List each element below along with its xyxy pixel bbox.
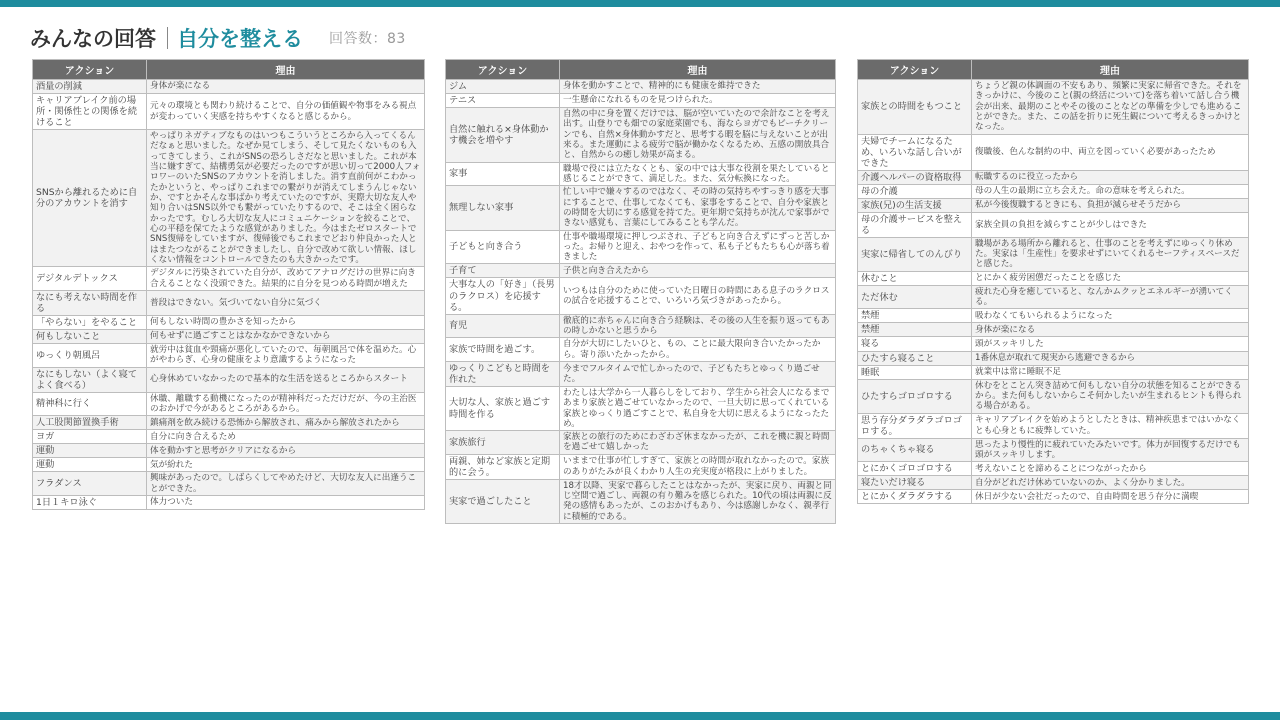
reason-cell: 身体が楽になる [147, 80, 425, 94]
table-row [858, 490, 1249, 504]
table-row [446, 94, 836, 108]
table-row [858, 337, 1249, 351]
reason-cell: 興味があったので。しばらくしてやめたけど、大切な友人に出逢うことができた。 [147, 472, 425, 496]
table-row [446, 80, 836, 94]
page-header [30, 22, 406, 54]
reason-cell: 徹底的に赤ちゃんに向き合う経験は、その後の人生を振り返ってもあの時しかないと思うから [560, 314, 836, 338]
action-cell: 子どもと向き合う [446, 230, 560, 264]
action-cell: ゆっくりこどもと時間を作れた [446, 361, 560, 386]
action-cell: 何もしないこと [33, 329, 147, 343]
table-row [446, 314, 836, 338]
action-cell: 実家に帰省してのんびり [858, 237, 972, 271]
table-row [446, 264, 836, 278]
action-cell: 両親、姉など家族と定期的に会う。 [446, 454, 560, 479]
table-row [858, 134, 1249, 170]
action-cell: 母の介護 [858, 184, 972, 198]
action-cell: 運動 [33, 458, 147, 472]
table-row [446, 230, 836, 264]
action-cell: 寝たいだけ寝る [858, 476, 972, 490]
table-row [33, 290, 425, 315]
action-cell: 子育て [446, 264, 560, 278]
reason-cell: いつもは自分のために使っていた日曜日の時間にある息子のラクロスの試合を応援することで、いろいろ気づきがあったから。 [560, 278, 836, 314]
reason-cell: 鎮痛剤を飲み続ける恐怖から解放され、痛みから解放されたから [147, 416, 425, 430]
action-cell: 禁煙 [858, 309, 972, 323]
action-cell: 思う存分ダラダラゴロゴロする。 [858, 413, 972, 438]
table-row [33, 343, 425, 367]
reason-cell: 気が紛れた [147, 458, 425, 472]
action-cell: テニス [446, 94, 560, 108]
action-cell: デジタルデトックス [33, 267, 147, 291]
answers-table-2 [445, 59, 836, 524]
column-header-action: アクション [33, 60, 147, 80]
action-cell: 家事 [446, 162, 560, 186]
table-row [33, 80, 425, 94]
action-cell: なにも考えない時間を作る [33, 290, 147, 315]
table-row [858, 237, 1249, 271]
table-row [446, 338, 836, 362]
table-row [858, 170, 1249, 184]
title-divider [167, 27, 168, 49]
action-cell: キャリアブレイク前の場所・関係性との関係を続けること [33, 94, 147, 130]
table-row [33, 267, 425, 291]
action-cell: 1日１キロ泳ぐ [33, 496, 147, 510]
reason-cell: とにかく疲労困憊だったことを感じた [972, 271, 1249, 285]
reason-cell: 普段はできない。気づいてない自分に気づく [147, 290, 425, 315]
reason-cell: 頭がスッキリした [972, 337, 1249, 351]
table-row [858, 323, 1249, 337]
table-row [446, 278, 836, 314]
action-cell: 家族で時間を過ごす。 [446, 338, 560, 362]
reason-cell: 休日が少ない会社だったので、自由時間を思う存分に満喫 [972, 490, 1249, 504]
reason-cell: 何もせずに過ごすことはなかなかできないから [147, 329, 425, 343]
action-cell: 精神科に行く [33, 392, 147, 416]
table-row [446, 479, 836, 523]
table-row [858, 351, 1249, 365]
column-header-action: アクション [446, 60, 560, 80]
action-cell: 大切な人、家族と過ごす時間を作る [446, 386, 560, 430]
table-row [33, 458, 425, 472]
table-row [33, 94, 425, 130]
action-cell: ジム [446, 80, 560, 94]
action-cell: SNSから離れるために自分のアカウントを消す [33, 130, 147, 267]
answer-count: 回答数：83 [329, 31, 406, 47]
reason-cell: 体を動かすと思考がクリアになるから [147, 444, 425, 458]
table-row [446, 386, 836, 430]
table-row [33, 392, 425, 416]
reason-cell: 忙しい中で嫌々するのではなく、その時の気持ちやすっきり感を大事にすることで、仕事してなくても、家事をすることで、自分や家族との時間を大切にする感覚を持てた。更年期で気持ちが沈んで家事ができない感覚も、言葉にしてみることも学んだ。 [560, 186, 836, 230]
reason-cell: やっぱりネガティブなものはいつもこういうところから入ってくるんだなぁと思いました。なぜか見てしまう、そして見たくないものも入ってきてしまう、これがSNSの恐ろしさだなと思いました。これが本当に嫌すぎて、結構勇気が必要だったのですが思い切って2000人フォロワーのいたSNSのアカウントを消しました。消す直前何がこわかったかというと、やっぱりこれまでの繋がりが消えてしまうんじゃないか、ですとかそんな事ばかり考えていたのですが、実際大切な友人や知り合いはSNS以外でも繋がっていたりするので、そこは全く困らなかったです。むしろ大切な友人にコミュニケーションを絞ることで、心の平穏を保てたような感覚がありました。今はまたゼロスタートでSNS復帰をしていますが、復帰後でもこれまでどおり仲良かった人とはまたつながることができましたし、自分で改めて欲しい情報、ほしくない情報をコントロールできたのも大きかったです。 [147, 130, 425, 267]
table-row [858, 198, 1249, 212]
reason-cell: 自分がどれだけ休めていないのか、よく分かりました。 [972, 476, 1249, 490]
table-row [446, 186, 836, 230]
table-row [858, 476, 1249, 490]
reason-cell: 今までフルタイムで忙しかったので、子どもたちとゆっくり過ごせた。 [560, 361, 836, 386]
action-cell: ヨガ [33, 430, 147, 444]
answers-table-3 [857, 59, 1249, 504]
column-header-reason: 理由 [972, 60, 1249, 80]
reason-cell: 1番休息が取れて現実から逃避できるから [972, 351, 1249, 365]
top-accent-bar [0, 0, 1280, 7]
reason-cell: 元々の環境とも関わり続けることで、自分の価値観や物事をみる視点が変わっていく実感を持ちやすくなると感じるから。 [147, 94, 425, 130]
reason-cell: 子供と向き合えたから [560, 264, 836, 278]
reason-cell: 職場で役には立たなくとも、家の中では大事な役割を果たしていると感じることができて、満足した。また、気分転換になった。 [560, 162, 836, 186]
table-row [446, 162, 836, 186]
table-row [446, 454, 836, 479]
table-row [33, 496, 425, 510]
reason-cell: 就業中は常に睡眠不足 [972, 365, 1249, 379]
reason-cell: 18才以降、実家で暮らしたことはなかったが、実家に戻り、両親と同じ空間で過ごし、両親の有り難みを感じられた。10代の頃は両親に反発の感情もあったが、このおかげもあり、今は感謝しかなく、親孝行に積極的である。 [560, 479, 836, 523]
reason-cell: 私が今後復職するときにも、負担が減らせそうだから [972, 198, 1249, 212]
table-row [446, 108, 836, 163]
table-row [33, 430, 425, 444]
page-subtitle: 自分を整える [177, 27, 303, 51]
reason-cell: 心身休めていなかったので基本的な生活を送るところからスタート [147, 367, 425, 392]
action-cell: 母の介護サービスを整える [858, 212, 972, 237]
table-row [858, 413, 1249, 438]
reason-cell: 吸わなくてもいられるようになった [972, 309, 1249, 323]
reason-cell: わたしは大学から一人暮らしをしており、学生から社会人になるまであまり家族と過ごせていなかったので、一旦大切に思ってくれている家族とゆっくり過ごすことで、私自身を大切に思えるようになったため。 [560, 386, 836, 430]
action-cell: 酒量の削減 [33, 80, 147, 94]
action-cell: 育児 [446, 314, 560, 338]
reason-cell: 休職、離職する動機になったのが精神科だっただけだが、今の主治医のおかげで今があるところがあるから。 [147, 392, 425, 416]
action-cell: のちゃくちゃ寝る [858, 438, 972, 462]
action-cell: 自然に触れる×身体動かす機会を増やす [446, 108, 560, 163]
table-row [858, 309, 1249, 323]
reason-cell: 家族全員の負担を減らすことが少しはできた [972, 212, 1249, 237]
action-cell: 家族との時間をもつこと [858, 80, 972, 135]
reason-cell: 母の人生の最期に立ち会えた。命の意味を考えられた。 [972, 184, 1249, 198]
action-cell: 禁煙 [858, 323, 972, 337]
action-cell: 睡眠 [858, 365, 972, 379]
bottom-accent-bar [0, 712, 1280, 720]
table-row [858, 438, 1249, 462]
action-cell: 無理しない家事 [446, 186, 560, 230]
column-header-reason: 理由 [560, 60, 836, 80]
table-row [446, 431, 836, 455]
action-cell: ひたすら寝ること [858, 351, 972, 365]
reason-cell: 一生懸命になれるものを見つけられた。 [560, 94, 836, 108]
reason-cell: 就労中は貧血や頸痛が悪化していたので、毎朝風呂で体を温めた。心がやわらぎ、心身の健康をより意識するようになった [147, 343, 425, 367]
action-cell: とにかくゴロゴロする [858, 462, 972, 476]
table-row [858, 285, 1249, 309]
table-row [33, 315, 425, 329]
reason-cell: 疲れた心身を癒していると、なんかムクッとエネルギーが湧いてくる。 [972, 285, 1249, 309]
table-row [446, 361, 836, 386]
reason-cell: デジタルに汚染されていた自分が、改めてアナログだけの世界に向き合えることなく没頭できた。結果的に自分を見つめる時間が増えた [147, 267, 425, 291]
action-cell: 実家で過ごしたこと [446, 479, 560, 523]
column-header-action: アクション [858, 60, 972, 80]
action-cell: 休むこと [858, 271, 972, 285]
table-row [858, 184, 1249, 198]
action-cell: ゆっくり朝風呂 [33, 343, 147, 367]
reason-cell: 家族との旅行のためにわざわざ休まなかったが、これを機に親と時間を過ごせて嬉しかった [560, 431, 836, 455]
reason-cell: 復職後、色んな制約の中、両立を図っていく必要があったため [972, 134, 1249, 170]
reason-cell: 何もしない時間の豊かさを知ったから [147, 315, 425, 329]
action-cell: 寝る [858, 337, 972, 351]
table-row [858, 365, 1249, 379]
table-row [33, 329, 425, 343]
reason-cell: キャリアブレイクを始めようとしたときは、精神疾患まではいかなくとも心身ともに疲弊していた。 [972, 413, 1249, 438]
reason-cell: 身体が楽になる [972, 323, 1249, 337]
reason-cell: 休むをとことん突き詰めて何もしない自分の状態を知ることができるから。また何もしないからこそ何かしたいが生まれるヒントも得られる場合がある。 [972, 379, 1249, 413]
reason-cell: 身体を動かすことで、精神的にも健康を維持できた [560, 80, 836, 94]
action-cell: 人工股関節置換手術 [33, 416, 147, 430]
action-cell: 運動 [33, 444, 147, 458]
action-cell: 夫婦でチームになるため、いろいな話し合いができた [858, 134, 972, 170]
reason-cell: 自然の中に身を置くだけでは、脳が空いていたので余計なことを考え出す。山登りでも畑での家庭菜園でも、海ならヨガでもビーチクリーンでも、自然×身体動かすだと、思考する暇を脳に与えないことが出来る。また運動による疲労で脳が働かなくなるため、五感の開放具合と、自然からの癒し効果が高まる。 [560, 108, 836, 163]
reason-cell: 体力ついた [147, 496, 425, 510]
reason-cell: 仕事や職場環境に押しつぶされ、子どもと向き合えずにずっと苦しかった。お帰りと迎え、おやつを作って、私も子どもたちも心が落ち着きました [560, 230, 836, 264]
table-row [858, 271, 1249, 285]
reason-cell: 自分に向き合えるため [147, 430, 425, 444]
page-title: みんなの回答 [30, 27, 156, 51]
action-cell: 「やらない」をやること [33, 315, 147, 329]
reason-cell: 自分が大切にしたいひと、もの、ことに最大限向き合いたかったから。寄り添いたかったから。 [560, 338, 836, 362]
table-row [858, 462, 1249, 476]
table-row [33, 444, 425, 458]
table-row [33, 416, 425, 430]
action-cell: ひたすらゴロゴロする [858, 379, 972, 413]
answers-table-1 [32, 59, 425, 510]
table-row [858, 379, 1249, 413]
reason-cell: 転職するのに役立ったから [972, 170, 1249, 184]
reason-cell: 職場がある場所から離れると、仕事のことを考えずにゆっくり休めた。実家は「生産性」を要求せずにいてくれるセーフティスペースだと感じた。 [972, 237, 1249, 271]
reason-cell: いままで仕事が忙しすぎて、家族との時間が取れなかったので。家族のありがたみが良くわかり人生の充実度が格段に上がりました。 [560, 454, 836, 479]
table-row [33, 367, 425, 392]
action-cell: 家族(兄)の生活支援 [858, 198, 972, 212]
column-header-reason: 理由 [147, 60, 425, 80]
action-cell: なにもしない（よく寝てよく食べる） [33, 367, 147, 392]
action-cell: フラダンス [33, 472, 147, 496]
action-cell: ただ休む [858, 285, 972, 309]
action-cell: 介護ヘルパーの資格取得 [858, 170, 972, 184]
reason-cell: ちょうど親の体調面の不安もあり、頻繁に実家に帰省できた。それをきっかけに、今後のこと(親の終活について)を落ち着いて話し合う機会が出来、最期のことやその後のことなどの準備を少しでも進めることができた。また、この話を折りに死生観について考えるきっかけとなった。 [972, 80, 1249, 135]
table-row [858, 80, 1249, 135]
action-cell: 大事な人の「好き」（長男のラクロス）を応援する。 [446, 278, 560, 314]
action-cell: とにかくダラダラする [858, 490, 972, 504]
reason-cell: 思ったより慢性的に疲れていたみたいです。体力が回復するだけでも頭がスッキリします。 [972, 438, 1249, 462]
table-row [33, 472, 425, 496]
table-row [858, 212, 1249, 237]
action-cell: 家族旅行 [446, 431, 560, 455]
table-row [33, 130, 425, 267]
reason-cell: 考えないことを諦めることにつながったから [972, 462, 1249, 476]
